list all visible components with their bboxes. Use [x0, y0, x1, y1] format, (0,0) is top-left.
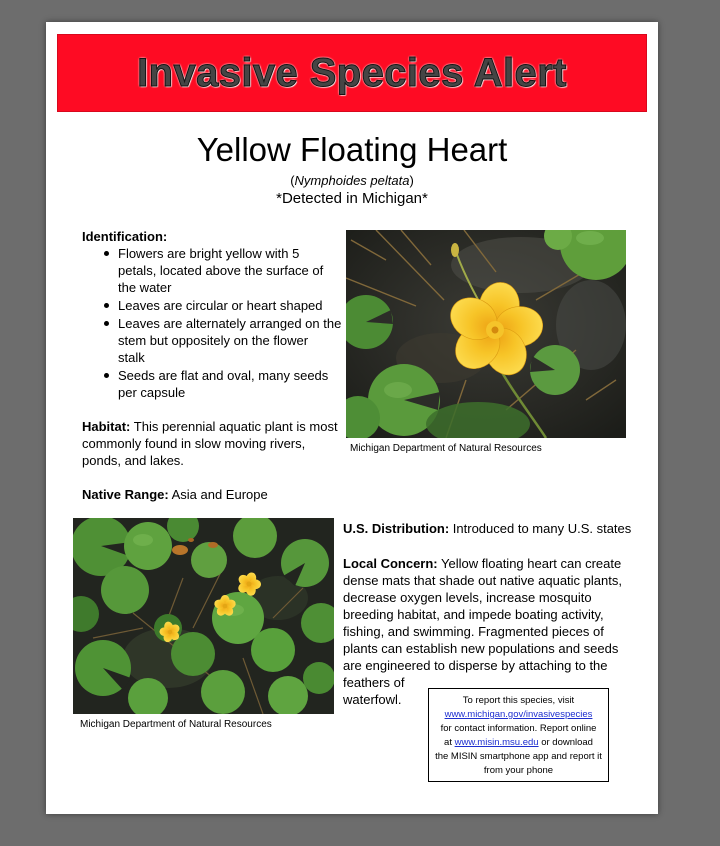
- list-item-line: stalk: [118, 350, 145, 365]
- dead-leaf: [208, 542, 218, 548]
- misin-link[interactable]: www.misin.msu.edu: [454, 737, 539, 748]
- lily-pad: [101, 566, 149, 614]
- local-concern-line: feathers of: [343, 675, 405, 690]
- scientific-name-line: [46, 172, 658, 189]
- us-distribution-label: U.S. Distribution:: [343, 521, 450, 536]
- list-item-line: Seeds are flat and oval, many seeds: [118, 368, 329, 383]
- habitat-section: [82, 418, 341, 469]
- habitat-text: This perennial aquatic plant is most: [133, 419, 338, 434]
- identification-heading-line: [82, 228, 341, 245]
- report-line: [429, 708, 608, 722]
- list-item-line: stem but oppositely on the flower: [118, 333, 309, 348]
- bullet-dot: [104, 251, 109, 256]
- species-common-name: Yellow Floating Heart: [196, 131, 508, 168]
- list-item: [82, 367, 341, 401]
- list-item: [82, 297, 341, 314]
- detection-status: *Detected in Michigan*: [276, 190, 428, 207]
- list-item: [82, 245, 341, 296]
- list-item-line: the water: [118, 280, 172, 295]
- alert-banner: [57, 34, 647, 112]
- habitat-line: ponds, and lakes.: [82, 453, 184, 468]
- bullet-dot: [104, 321, 109, 326]
- local-concern-line: decrease oxygen levels, increase mosquito: [343, 590, 592, 605]
- lily-pad-highlight: [576, 231, 604, 245]
- bullet-dot: [104, 373, 109, 378]
- bullet-dot: [104, 303, 109, 308]
- paren-open: (: [290, 173, 295, 188]
- list-item-line: Leaves are alternately arranged on the: [118, 316, 342, 331]
- report-line: from your phone: [483, 765, 554, 776]
- local-concern-line: breeding habitat, and impede boating activity,: [343, 607, 604, 622]
- report-line-suffix: or download: [541, 737, 593, 748]
- local-concern-line: dense mats that shade out native aquatic plants,: [343, 573, 622, 588]
- local-concern-line: plants can establish new populations and seeds: [343, 641, 619, 656]
- native-range-label: Native Range:: [82, 487, 169, 502]
- local-concern-section: [343, 555, 622, 708]
- local-concern-text: Yellow floating heart can create: [441, 556, 622, 571]
- list-item-line: per capsule: [118, 385, 186, 400]
- lily-pad-highlight: [384, 382, 412, 398]
- report-line-prefix: at: [444, 737, 452, 748]
- identification-list: [82, 245, 341, 401]
- lily-pad: [201, 670, 245, 714]
- habitat-line: commonly found in slow moving rivers,: [82, 436, 306, 451]
- native-range-line: [82, 486, 341, 503]
- photo-flower-closeup: [346, 230, 626, 438]
- native-range-text: Asia and Europe: [171, 487, 268, 502]
- dead-leaf: [188, 538, 194, 542]
- report-info-box: [428, 688, 609, 782]
- us-distribution-section: [343, 520, 631, 537]
- photo-caption: Michigan Department of Natural Resources: [350, 443, 542, 454]
- native-range-section: [82, 486, 341, 503]
- lily-pad: [251, 628, 295, 672]
- local-concern-label: Local Concern:: [343, 556, 438, 571]
- report-line: the MISIN smartphone app and report it: [435, 751, 602, 762]
- list-item-line: Leaves are circular or heart shaped: [118, 298, 323, 313]
- banner-title: Invasive Species Alert: [137, 51, 567, 95]
- report-line: [429, 736, 608, 750]
- report-line: for contact information. Report online: [440, 723, 597, 734]
- local-concern-line: fishing, and swimming. Fragmented pieces of: [343, 624, 604, 639]
- photo-caption: Michigan Department of Natural Resources: [80, 719, 272, 730]
- local-concern-line: waterfowl.: [343, 692, 402, 707]
- scientific-name: Nymphoides peltata: [294, 173, 410, 188]
- us-distribution-text: Introduced to many U.S. states: [452, 521, 632, 536]
- habitat-line: [82, 418, 341, 435]
- lily-pad: [124, 522, 172, 570]
- list-item: [82, 315, 341, 366]
- photo-flower-closeup-image: [346, 230, 626, 438]
- local-concern-line: are engineered to disperse by attaching to the: [343, 658, 608, 673]
- us-distribution-line: [343, 520, 631, 537]
- lily-pad: [303, 662, 334, 694]
- list-item-line: Flowers are bright yellow with 5: [118, 246, 300, 261]
- photo-lily-pads-image: [73, 518, 334, 714]
- identification-heading: Identification:: [82, 229, 168, 244]
- lily-pad: [191, 542, 227, 578]
- dead-leaf: [172, 545, 188, 555]
- habitat-label: Habitat:: [82, 419, 131, 434]
- local-concern-line: [343, 555, 622, 572]
- document-page: [46, 22, 658, 814]
- paren-close: ): [409, 173, 414, 188]
- report-line: To report this species, visit: [462, 695, 575, 706]
- photo-lily-pads: [73, 518, 334, 714]
- flower-bud: [451, 243, 459, 257]
- michigan-invasive-species-link[interactable]: www.michigan.gov/invasivespecies: [444, 709, 593, 720]
- lily-pad-highlight: [133, 534, 153, 546]
- list-item-line: petals, located above the surface of: [118, 263, 324, 278]
- left-column: [82, 228, 341, 503]
